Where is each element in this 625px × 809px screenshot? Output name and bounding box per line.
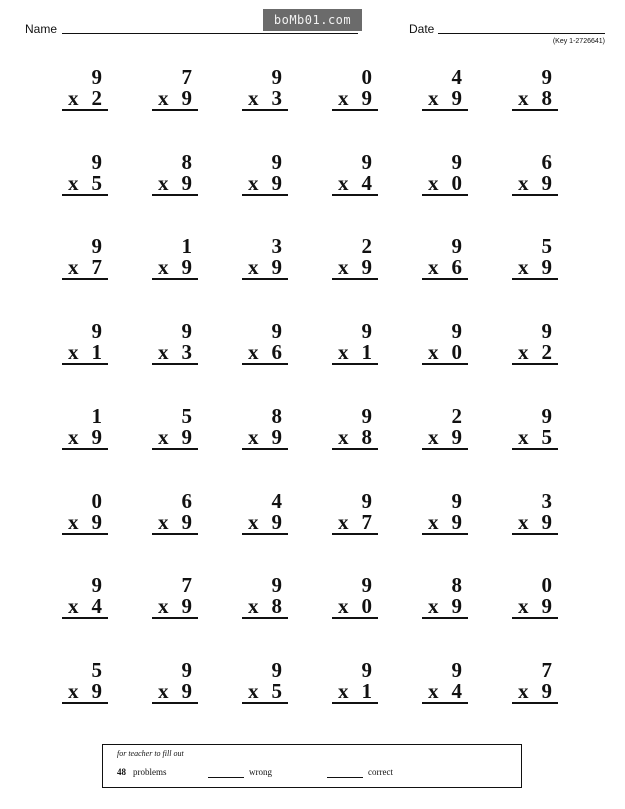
times-sign: x — [248, 86, 259, 110]
problem — [422, 67, 468, 115]
multiplier-row — [152, 680, 198, 704]
multiplier-row — [62, 595, 108, 619]
multiplier: 9 — [181, 255, 192, 279]
multiplier-row — [62, 511, 108, 535]
multiplier: 5 — [91, 171, 102, 195]
multiplier: 1 — [361, 679, 372, 703]
multiplier: 9 — [451, 510, 462, 534]
multiplier-row — [152, 511, 198, 535]
multiplier-row — [62, 87, 108, 111]
multiplicand: 9 — [361, 489, 372, 513]
multiplier-row — [242, 680, 288, 704]
multiplier-row — [62, 680, 108, 704]
times-sign: x — [158, 255, 169, 279]
multiplier-row — [62, 426, 108, 450]
multiplier-row — [152, 595, 198, 619]
multiplier: 8 — [271, 594, 282, 618]
multiplier: 4 — [91, 594, 102, 618]
times-sign: x — [338, 86, 349, 110]
name-label: Name — [25, 22, 58, 36]
multiplier: 9 — [181, 425, 192, 449]
times-sign: x — [518, 86, 529, 110]
problem-count: 48 — [117, 767, 126, 777]
multiplier: 9 — [181, 171, 192, 195]
problem — [512, 152, 558, 200]
problem — [332, 236, 378, 284]
multiplicand: 2 — [451, 404, 462, 428]
multiplier-row — [422, 680, 468, 704]
problem — [422, 491, 468, 539]
multiplicand: 1 — [91, 404, 102, 428]
multiplier-row — [242, 172, 288, 196]
multiplicand: 6 — [541, 150, 552, 174]
times-sign: x — [248, 340, 259, 364]
multiplier-row — [242, 511, 288, 535]
multiplier: 3 — [181, 340, 192, 364]
problem — [62, 236, 108, 284]
multiplier-row — [152, 426, 198, 450]
multiplicand: 9 — [451, 489, 462, 513]
problem — [242, 67, 288, 115]
multiplier-row — [422, 172, 468, 196]
problem — [332, 660, 378, 708]
multiplier: 9 — [271, 510, 282, 534]
multiplicand: 3 — [541, 489, 552, 513]
date-label: Date — [409, 22, 435, 36]
times-sign: x — [248, 425, 259, 449]
problem — [242, 406, 288, 454]
times-sign: x — [68, 425, 79, 449]
multiplicand: 7 — [181, 573, 192, 597]
times-sign: x — [158, 510, 169, 534]
multiplier: 9 — [181, 86, 192, 110]
problem — [62, 406, 108, 454]
answer-key-code: (Key 1-2726641) — [552, 38, 605, 45]
multiplicand: 8 — [181, 150, 192, 174]
problem — [242, 236, 288, 284]
multiplier: 9 — [181, 594, 192, 618]
times-sign: x — [428, 171, 439, 195]
multiplier-row — [332, 426, 378, 450]
multiplicand: 9 — [541, 65, 552, 89]
multiplier-row — [332, 680, 378, 704]
multiplier-row — [512, 511, 558, 535]
problem — [62, 321, 108, 369]
times-sign: x — [158, 594, 169, 618]
multiplicand: 5 — [91, 658, 102, 682]
times-sign: x — [158, 425, 169, 449]
multiplier: 9 — [271, 171, 282, 195]
multiplier: 5 — [541, 425, 552, 449]
problem — [512, 660, 558, 708]
multiplier-row — [242, 426, 288, 450]
multiplicand: 9 — [271, 658, 282, 682]
times-sign: x — [338, 340, 349, 364]
correct-label: correct — [368, 767, 393, 777]
problem — [422, 152, 468, 200]
wrong-blank[interactable] — [208, 777, 244, 778]
multiplicand: 5 — [541, 234, 552, 258]
problem — [152, 236, 198, 284]
multiplier-row — [512, 341, 558, 365]
multiplier: 0 — [451, 171, 462, 195]
multiplicand: 9 — [271, 65, 282, 89]
multiplicand: 6 — [181, 489, 192, 513]
multiplier-row — [242, 341, 288, 365]
multiplier: 9 — [271, 255, 282, 279]
multiplier-row — [62, 172, 108, 196]
problem — [62, 152, 108, 200]
teacher-score-box — [102, 744, 522, 788]
multiplicand: 8 — [271, 404, 282, 428]
times-sign: x — [518, 425, 529, 449]
multiplier-row — [512, 256, 558, 280]
correct-blank[interactable] — [327, 777, 363, 778]
times-sign: x — [338, 594, 349, 618]
wrong-label: wrong — [249, 767, 272, 777]
problem — [152, 660, 198, 708]
problem — [152, 321, 198, 369]
problem — [512, 575, 558, 623]
times-sign: x — [68, 86, 79, 110]
multiplier: 8 — [361, 425, 372, 449]
times-sign: x — [248, 594, 259, 618]
times-sign: x — [428, 679, 439, 703]
multiplier-row — [512, 426, 558, 450]
multiplier-row — [512, 87, 558, 111]
multiplicand: 9 — [181, 658, 192, 682]
problem — [512, 406, 558, 454]
problem — [422, 660, 468, 708]
times-sign: x — [518, 340, 529, 364]
times-sign: x — [338, 171, 349, 195]
watermark: boMb01.com — [263, 9, 362, 31]
multiplier: 9 — [451, 594, 462, 618]
times-sign: x — [68, 594, 79, 618]
multiplicand: 9 — [91, 65, 102, 89]
multiplier-row — [332, 172, 378, 196]
problem — [152, 491, 198, 539]
multiplicand: 1 — [181, 234, 192, 258]
multiplier-row — [332, 341, 378, 365]
problem — [152, 575, 198, 623]
multiplier: 9 — [451, 86, 462, 110]
multiplier-row — [332, 87, 378, 111]
multiplier: 6 — [451, 255, 462, 279]
multiplier: 0 — [361, 594, 372, 618]
multiplier: 8 — [541, 86, 552, 110]
times-sign: x — [248, 171, 259, 195]
multiplicand: 7 — [181, 65, 192, 89]
multiplicand: 9 — [91, 234, 102, 258]
multiplicand: 9 — [361, 404, 372, 428]
times-sign: x — [158, 340, 169, 364]
problem — [242, 491, 288, 539]
multiplier: 3 — [271, 86, 282, 110]
multiplicand: 0 — [541, 573, 552, 597]
times-sign: x — [158, 679, 169, 703]
multiplicand: 8 — [451, 573, 462, 597]
times-sign: x — [518, 255, 529, 279]
multiplier: 7 — [361, 510, 372, 534]
multiplier: 9 — [361, 255, 372, 279]
multiplicand: 3 — [271, 234, 282, 258]
multiplier: 4 — [451, 679, 462, 703]
problem — [332, 152, 378, 200]
multiplicand: 7 — [541, 658, 552, 682]
multiplicand: 4 — [451, 65, 462, 89]
multiplier-row — [152, 87, 198, 111]
times-sign: x — [428, 425, 439, 449]
multiplier-row — [62, 341, 108, 365]
problem — [242, 152, 288, 200]
multiplier: 6 — [271, 340, 282, 364]
score-row — [117, 767, 517, 781]
multiplier-row — [152, 172, 198, 196]
problem — [332, 406, 378, 454]
multiplier-row — [512, 680, 558, 704]
multiplier-row — [332, 511, 378, 535]
times-sign: x — [158, 171, 169, 195]
problem — [422, 236, 468, 284]
multiplier-row — [242, 256, 288, 280]
times-sign: x — [428, 594, 439, 618]
times-sign: x — [338, 510, 349, 534]
times-sign: x — [68, 679, 79, 703]
multiplier: 9 — [541, 679, 552, 703]
multiplier-row — [242, 87, 288, 111]
times-sign: x — [518, 510, 529, 534]
multiplicand: 2 — [361, 234, 372, 258]
multiplier: 9 — [91, 679, 102, 703]
multiplicand: 9 — [541, 404, 552, 428]
multiplier: 0 — [451, 340, 462, 364]
multiplier-row — [332, 595, 378, 619]
problems-label: problems — [133, 767, 167, 777]
multiplicand: 0 — [91, 489, 102, 513]
problem — [152, 406, 198, 454]
times-sign: x — [518, 594, 529, 618]
problem — [512, 321, 558, 369]
multiplier: 9 — [361, 86, 372, 110]
multiplier-row — [242, 595, 288, 619]
times-sign: x — [428, 510, 439, 534]
times-sign: x — [518, 171, 529, 195]
multiplier: 9 — [451, 425, 462, 449]
multiplicand: 9 — [271, 573, 282, 597]
multiplicand: 9 — [451, 234, 462, 258]
problem — [512, 236, 558, 284]
multiplier: 5 — [271, 679, 282, 703]
multiplier: 9 — [91, 425, 102, 449]
problem — [512, 67, 558, 115]
multiplicand: 9 — [361, 319, 372, 343]
times-sign: x — [248, 510, 259, 534]
multiplicand: 5 — [181, 404, 192, 428]
times-sign: x — [248, 255, 259, 279]
multiplicand: 9 — [91, 573, 102, 597]
problem — [332, 321, 378, 369]
times-sign: x — [428, 340, 439, 364]
multiplier-row — [422, 595, 468, 619]
multiplier-row — [62, 256, 108, 280]
problem — [152, 152, 198, 200]
problem — [242, 321, 288, 369]
teacher-note: for teacher to fill out — [117, 749, 184, 758]
multiplier: 4 — [361, 171, 372, 195]
multiplier-row — [512, 595, 558, 619]
times-sign: x — [338, 425, 349, 449]
multiplicand: 9 — [451, 150, 462, 174]
times-sign: x — [338, 679, 349, 703]
times-sign: x — [248, 679, 259, 703]
multiplicand: 9 — [451, 658, 462, 682]
times-sign: x — [68, 255, 79, 279]
times-sign: x — [338, 255, 349, 279]
multiplier-row — [152, 256, 198, 280]
multiplier: 9 — [181, 510, 192, 534]
problem — [422, 406, 468, 454]
problem — [332, 575, 378, 623]
multiplier-row — [422, 87, 468, 111]
multiplier: 9 — [541, 171, 552, 195]
multiplicand: 9 — [91, 150, 102, 174]
problem — [152, 67, 198, 115]
multiplicand: 9 — [541, 319, 552, 343]
multiplier-row — [422, 256, 468, 280]
multiplicand: 0 — [361, 65, 372, 89]
problem — [62, 67, 108, 115]
problem — [332, 491, 378, 539]
multiplier: 9 — [91, 510, 102, 534]
problem — [422, 575, 468, 623]
multiplier: 1 — [361, 340, 372, 364]
times-sign: x — [158, 86, 169, 110]
multiplier-row — [422, 341, 468, 365]
multiplier-row — [422, 511, 468, 535]
multiplicand: 9 — [91, 319, 102, 343]
problem — [512, 491, 558, 539]
multiplier: 9 — [541, 255, 552, 279]
multiplicand: 4 — [271, 489, 282, 513]
problem — [242, 660, 288, 708]
multiplier: 9 — [541, 594, 552, 618]
times-sign: x — [68, 340, 79, 364]
multiplicand: 9 — [361, 150, 372, 174]
multiplier: 9 — [271, 425, 282, 449]
multiplier-row — [332, 256, 378, 280]
multiplier-row — [152, 341, 198, 365]
problem — [62, 660, 108, 708]
times-sign: x — [518, 679, 529, 703]
multiplier-row — [422, 426, 468, 450]
problem — [62, 575, 108, 623]
problem — [242, 575, 288, 623]
multiplicand: 9 — [271, 150, 282, 174]
times-sign: x — [68, 510, 79, 534]
multiplicand: 9 — [181, 319, 192, 343]
multiplicand: 9 — [361, 658, 372, 682]
multiplier: 9 — [181, 679, 192, 703]
multiplier: 2 — [91, 86, 102, 110]
multiplier: 7 — [91, 255, 102, 279]
times-sign: x — [428, 86, 439, 110]
problem — [332, 67, 378, 115]
multiplier: 1 — [91, 340, 102, 364]
multiplier: 9 — [541, 510, 552, 534]
multiplier-row — [512, 172, 558, 196]
problem — [422, 321, 468, 369]
times-sign: x — [68, 171, 79, 195]
problem — [62, 491, 108, 539]
multiplier: 2 — [541, 340, 552, 364]
multiplicand: 9 — [361, 573, 372, 597]
multiplicand: 9 — [451, 319, 462, 343]
times-sign: x — [428, 255, 439, 279]
multiplicand: 9 — [271, 319, 282, 343]
